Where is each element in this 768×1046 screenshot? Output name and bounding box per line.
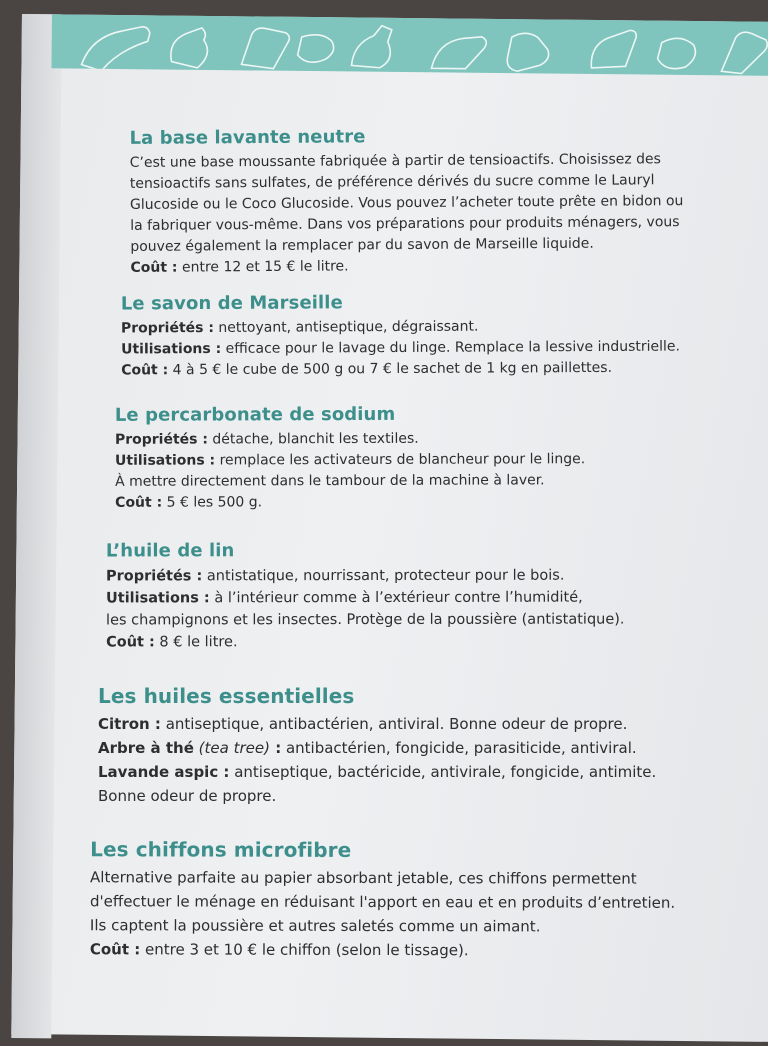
utilisations-line bbox=[115, 449, 585, 472]
cout-value: 5 € les 500 g. bbox=[162, 494, 263, 511]
cout-line bbox=[130, 254, 684, 279]
proprietes-value: nettoyant, antiseptique, dégraissant. bbox=[213, 318, 479, 336]
arbre-italic: (tea tree) bbox=[193, 739, 270, 757]
citron-line bbox=[98, 712, 656, 736]
section-title: L’huile de lin bbox=[105, 540, 235, 562]
body-line: la fabriquer vous-même. Dans vos préparations pour produits ménagers, vous bbox=[130, 214, 680, 234]
body-line: tensioactifs sans sulfates, de préférence dérivés du sucre comme le Lauryl bbox=[129, 172, 655, 192]
body-line: Glucoside ou le Coco Glucoside. Vous pouvez l’acheter toute prête en bidon ou bbox=[129, 193, 684, 213]
section-percarbonate bbox=[115, 403, 586, 514]
citron-label: Citron : bbox=[98, 715, 161, 733]
utilisations-label: Utilisations : bbox=[105, 590, 210, 607]
body-line: C’est une base moussante fabriquée à partir de tensioactifs. Choisissez des bbox=[129, 151, 662, 171]
proprietes-value: antistatique, nourrissant, protecteur pour le bois. bbox=[202, 567, 565, 585]
cout-label: Coût : bbox=[89, 940, 141, 959]
proprietes-line bbox=[115, 428, 585, 451]
utilisations-label: Utilisations : bbox=[114, 452, 216, 469]
section-title: Les chiffons microfibre bbox=[90, 837, 352, 862]
proprietes-label: Propriétés : bbox=[120, 319, 214, 337]
cout-line bbox=[115, 491, 585, 514]
cout-label: Coût : bbox=[115, 494, 163, 511]
proprietes-label: Propriétés : bbox=[105, 568, 203, 585]
utilisations-line bbox=[106, 587, 625, 610]
proprietes-line bbox=[106, 565, 625, 588]
section-huile-lin bbox=[106, 540, 625, 654]
arbre-value: antibactérien, fongicide, parasiticide, antiviral. bbox=[281, 739, 637, 757]
lavande-label: Lavande aspic : bbox=[98, 763, 230, 781]
section-base-lavante bbox=[129, 124, 683, 279]
cout-line bbox=[106, 631, 625, 654]
cout-value: 8 € le litre. bbox=[154, 634, 238, 651]
cout-line bbox=[90, 937, 675, 963]
section-title: Le savon de Marseille bbox=[120, 292, 343, 315]
arbre-label: Arbre à thé bbox=[98, 739, 194, 757]
cout-label: Coût : bbox=[130, 259, 178, 276]
cout-value: entre 3 et 10 € le chiffon (selon le tissage). bbox=[140, 940, 469, 960]
cout-label: Coût : bbox=[106, 634, 155, 651]
utilisations-value: efficace pour le lavage du linge. Remplace la lessive industrielle. bbox=[221, 338, 681, 357]
section-savon-marseille bbox=[121, 291, 680, 382]
body-line: les champignons et les insectes. Protège de la poussière (antistatique). bbox=[106, 611, 625, 629]
section-title: La base lavante neutre bbox=[129, 126, 366, 149]
cout-value: 4 à 5 € le cube de 500 g ou 7 € le sachet de 1 kg en paillettes. bbox=[168, 359, 613, 379]
body-line: pouvez également la remplacer par du savon de Marseille liquide. bbox=[130, 235, 594, 255]
proprietes-line bbox=[121, 316, 680, 340]
section-title: Les huiles essentielles bbox=[98, 684, 355, 708]
utilisations-line bbox=[121, 337, 680, 361]
citron-value: antiseptique, antibactérien, antiviral. Bonne odeur de propre. bbox=[160, 715, 628, 733]
cout-value: entre 12 et 15 € le litre. bbox=[177, 258, 349, 276]
utilisations-label: Utilisations : bbox=[121, 340, 222, 358]
cout-label: Coût : bbox=[121, 362, 169, 379]
utilisations-value: à l’intérieur comme à l’extérieur contre l’humidité, bbox=[209, 589, 583, 607]
lavande-line bbox=[98, 760, 656, 784]
section-title: Le percarbonate de sodium bbox=[114, 403, 396, 426]
body-line: Ils captent la poussière et autres saletés comme un aimant. bbox=[89, 916, 541, 936]
section-chiffons-microfibre bbox=[90, 837, 676, 963]
proprietes-value: détache, blanchit les textiles. bbox=[207, 430, 419, 448]
utilisations-value: remplace les activateurs de blancheur pour le linge. bbox=[215, 451, 586, 469]
proprietes-label: Propriétés : bbox=[114, 431, 208, 448]
body-line: Alternative parfaite au papier absorbant jetable, ces chiffons permettent bbox=[90, 868, 637, 888]
arbre-a-the-line bbox=[98, 736, 656, 760]
body-line: d'effectuer le ménage en réduisant l'apport en eau et en produits d’entretien. bbox=[89, 892, 676, 912]
lavande-value: antiseptique, bactéricide, antivirale, fongicide, antimite. bbox=[229, 763, 657, 781]
section-huiles-essentielles bbox=[98, 684, 656, 808]
body-line: À mettre directement dans le tambour de la machine à laver. bbox=[115, 472, 545, 490]
body-line: Bonne odeur de propre. bbox=[98, 787, 277, 805]
cout-line bbox=[121, 358, 680, 382]
arbre-colon: : bbox=[269, 739, 282, 757]
